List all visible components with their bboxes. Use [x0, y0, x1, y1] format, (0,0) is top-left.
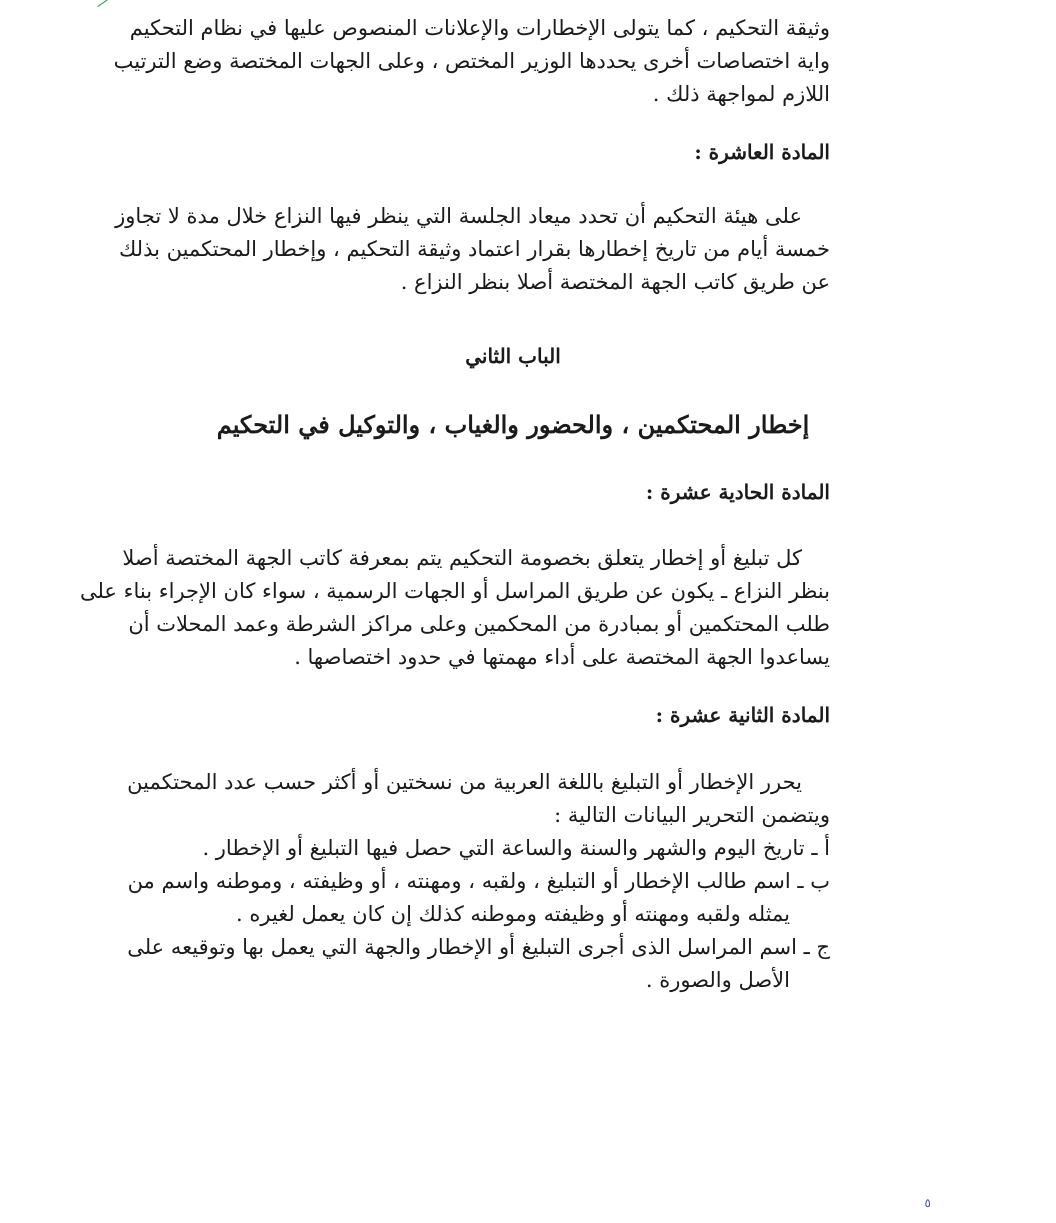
list-item-a: أ ـ تاريخ اليوم والشهر والسنة والساعة التي حصل فيها التبليغ أو الإخطار . [202, 836, 830, 860]
article-11-title: المادة الحادية عشرة : [645, 480, 830, 504]
paragraph-line: واية اختصاصات أخرى يحددها الوزير المختص ، وعلى الجهات المختصة وضع الترتيب [113, 49, 830, 73]
article-12-body [127, 766, 830, 997]
list-item-b: ب ـ اسم طالب الإخطار أو التبليغ ، ولقبه ، ومهنته ، أو وظيفته ، وموطنه واسم من [127, 869, 830, 893]
chapter-label: الباب الثاني [465, 344, 561, 368]
list-item-c-continuation: الأصل والصورة . [645, 968, 790, 992]
paragraph-line: ويتضمن التحرير البيانات التالية : [554, 803, 830, 827]
paragraph-line: طلب المحتكمين أو بمبادرة من المحكمين وعلى مراكز الشرطة وعمد المحلات أن [128, 612, 830, 636]
paragraph-line: يساعدوا الجهة المختصة على أداء مهمتها في حدود اختصاصها . [294, 645, 830, 669]
paragraph-line: يحرر الإخطار أو التبليغ باللغة العربية من نسختين أو أكثر حسب عدد المحتكمين [127, 770, 802, 794]
corner-pen-mark [94, 0, 109, 7]
paragraph-line: عن طريق كاتب الجهة المختصة أصلا بنظر النزاع . [400, 270, 830, 294]
paragraph-line: وثيقة التحكيم ، كما يتولى الإخطارات والإعلانات المنصوص عليها في نظام التحكيم [129, 16, 830, 40]
paragraph-line: خمسة أيام من تاريخ إخطارها بقرار اعتماد وثيقة التحكيم ، وإخطار المحتكمين بذلك [118, 237, 830, 261]
paragraph-line: اللازم لمواجهة ذلك . [652, 82, 830, 106]
article-10-body [115, 200, 830, 299]
article-12-title: المادة الثانية عشرة : [655, 703, 830, 727]
top-paragraph [113, 12, 830, 111]
article-11-body [79, 542, 830, 674]
list-item-c: ج ـ اسم المراسل الذى أجرى التبليغ أو الإخطار والجهة التي يعمل بها وتوقيعه على [127, 935, 830, 959]
paragraph-line: كل تبليغ أو إخطار يتعلق بخصومة التحكيم يتم بمعرفة كاتب الجهة المختصة أصلا [122, 546, 802, 570]
paragraph-line: بنظر النزاع ـ يكون عن طريق المراسل أو الجهات الرسمية ، سواء كان الإجراء بناء على [79, 579, 830, 603]
chapter-title: إخطار المحتكمين ، والحضور والغياب ، والتوكيل في التحكيم [216, 410, 810, 439]
paragraph-line: على هيئة التحكيم أن تحدد ميعاد الجلسة التي ينظر فيها النزاع خلال مدة لا تجاوز [115, 204, 802, 228]
article-10-title: المادة العاشرة : [694, 140, 830, 164]
list-item-b-continuation: يمثله ولقبه ومهنته أو وظيفته وموطنه كذلك إن كان يعمل لغيره . [236, 902, 790, 926]
page-number: ٥ [924, 1196, 931, 1210]
